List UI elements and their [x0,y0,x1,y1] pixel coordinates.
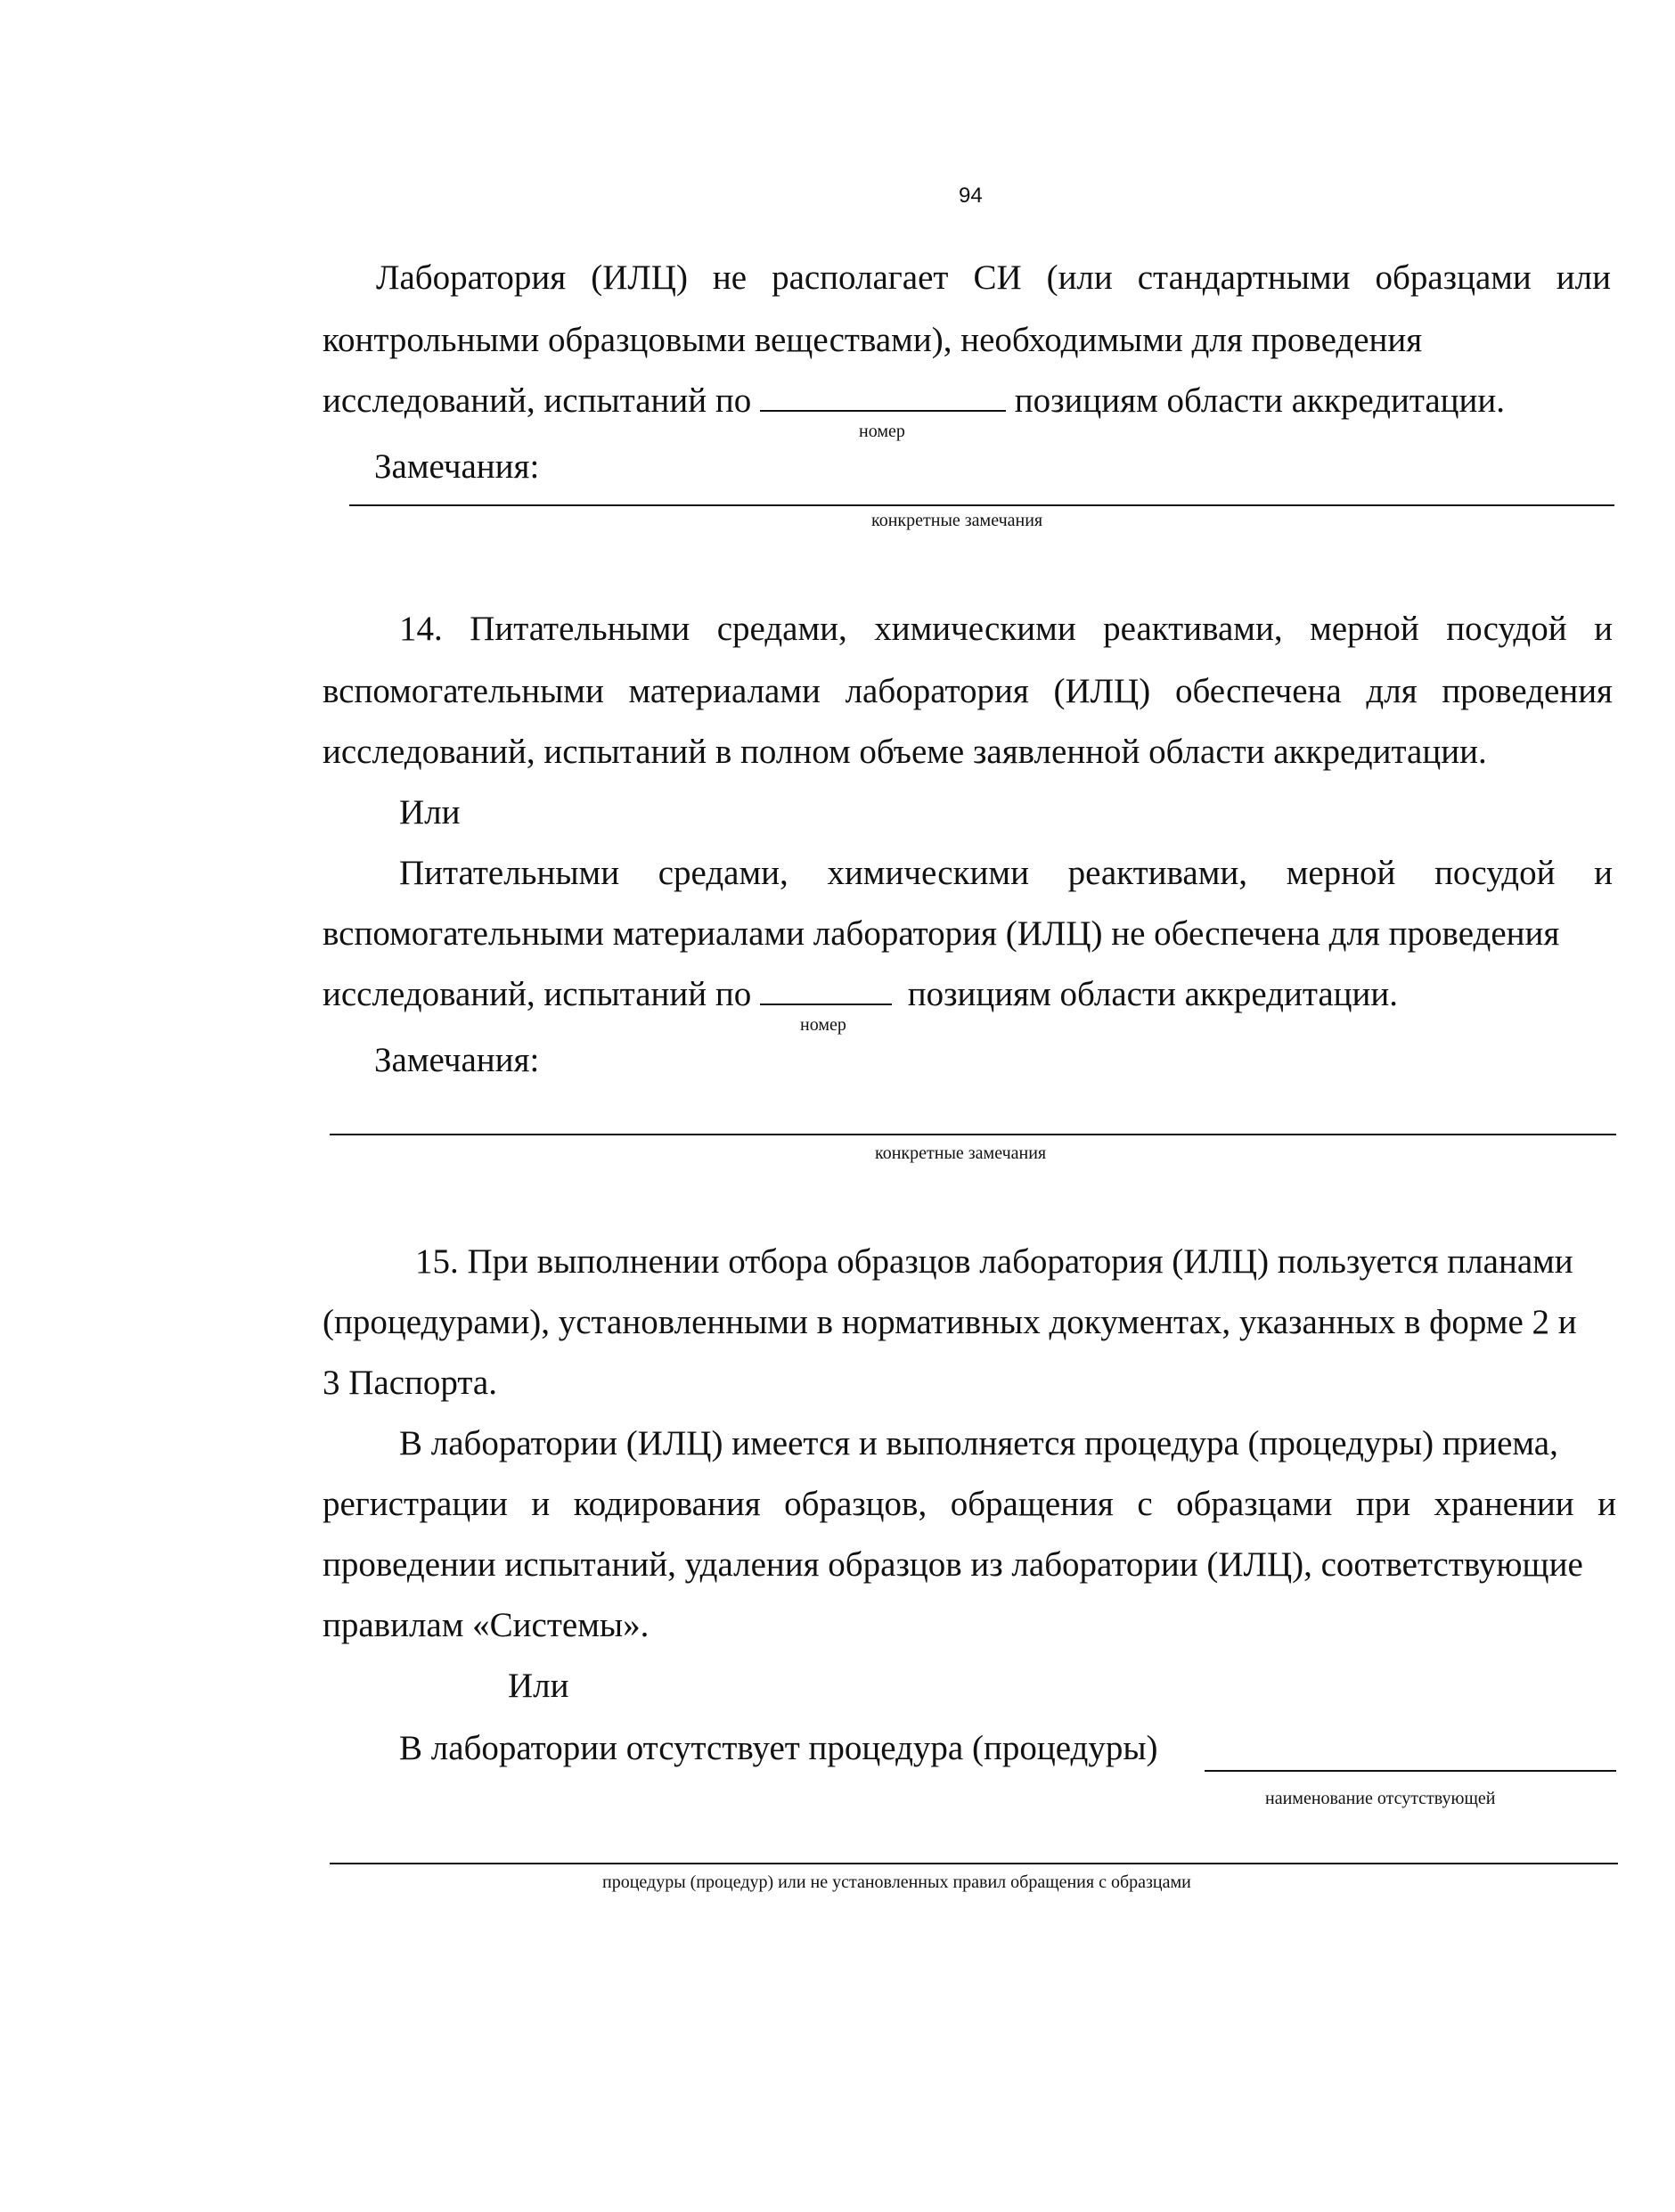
remarks-caption: конкретные замечания [875,1143,1047,1163]
text-fragment: исследований, испытаний по [323,381,752,420]
paragraph-line: вспомогательными материалами лаборатория (ИЛЦ) обеспечена для проведения [323,672,1613,710]
field-caption: наименование отсутствующей [1265,1789,1496,1808]
number-blank-field[interactable] [760,977,892,1005]
paragraph-line: В лаборатории отсутствует процедура (процедуры) [399,1729,1158,1767]
paragraph-line: 14. Питательными средами, химическими реактивами, мерной посудой и [399,610,1613,648]
paragraph-line [323,977,1398,1012]
remarks-label: Замечания: [374,447,540,486]
paragraph-line: 15. При выполнении отбора образцов лаборатория (ИЛЦ) пользуется планами [415,1242,1573,1281]
paragraph-line: (процедурами), установленными в нормативных документах, указанных в форме 2 и [323,1303,1577,1341]
number-blank-field[interactable] [760,383,1006,412]
blank-caption: номер [800,1015,846,1035]
text-fragment: позициям области аккредитации. [907,975,1399,1013]
text-fragment: исследований, испытаний по [323,975,752,1013]
paragraph-line: регистрации и кодирования образцов, обращения с образцами при хранении и [323,1485,1616,1523]
remarks-caption: конкретные замечания [871,511,1043,530]
procedure-name-line-2[interactable] [330,1863,1618,1864]
paragraph-line: правилам «Системы». [323,1606,650,1644]
page-number: 94 [959,184,983,208]
procedure-name-line[interactable] [1205,1770,1616,1772]
remarks-label: Замечания: [374,1041,540,1079]
field-caption: процедуры (процедур) или не установленных правил обращения с образцами [602,1872,1191,1892]
paragraph-line [323,383,1505,418]
text-fragment: позициям области аккредитации. [1014,381,1506,420]
or-label: Или [399,793,461,832]
paragraph-line: контрольными образцовыми веществами), необходимыми для проведения [323,321,1423,359]
blank-caption: номер [859,422,905,441]
remarks-line[interactable] [349,504,1614,506]
paragraph-line: проведении испытаний, удаления образцов из лаборатории (ИЛЦ), соответствующие [323,1545,1583,1584]
paragraph-line: Лаборатория (ИЛЦ) не располагает СИ (или стандартными образцами или [376,258,1611,297]
paragraph-line: вспомогательными материалами лаборатория (ИЛЦ) не обеспечена для проведения [323,914,1560,953]
paragraph-line: Питательными средами, химическими реактивами, мерной посудой и [399,854,1613,892]
or-label: Или [508,1667,569,1705]
paragraph-line: исследований, испытаний в полном объеме заявленной области аккредитации. [323,733,1487,771]
paragraph-line: В лаборатории (ИЛЦ) имеется и выполняется процедура (процедуры) приема, [399,1424,1558,1462]
remarks-line[interactable] [330,1134,1616,1135]
paragraph-line: 3 Паспорта. [323,1364,497,1402]
